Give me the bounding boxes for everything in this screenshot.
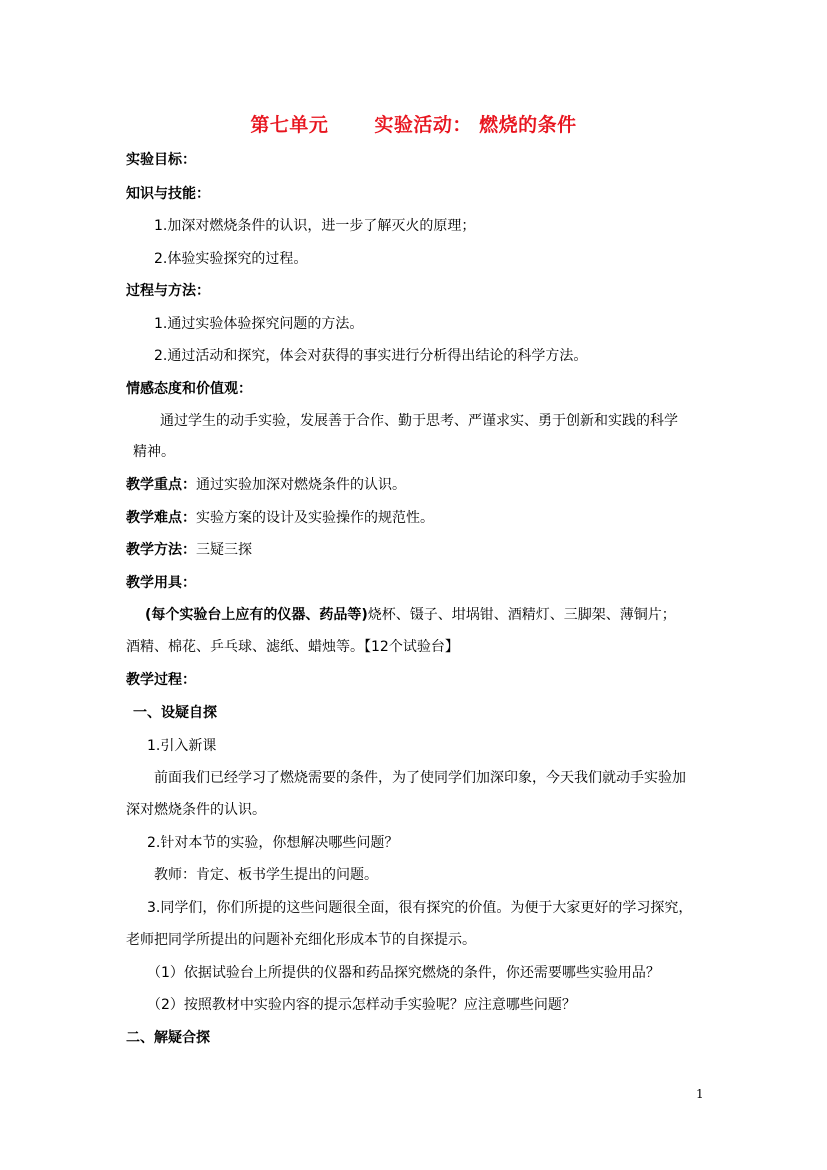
paragraph: 3.同学们，你们所提的这些问题很全面，很有探究的价值。为便于大家更好的学习探究，	[147, 900, 693, 916]
paragraph: 2.体验实验探究的过程。	[154, 251, 308, 267]
heading-process-method: 过程与方法：	[126, 283, 210, 299]
title-topic: 燃烧的条件	[479, 114, 577, 136]
label: 教学重点：	[126, 477, 196, 493]
paragraph: 教师：肯定、板书学生提出的问题。	[154, 867, 378, 883]
text: 烧杯、镊子、坩埚钳、酒精灯、三脚架、薄铜片；	[367, 607, 676, 623]
document-title	[0, 110, 827, 137]
paragraph: 老师把同学所提出的问题补充细化形成本节的自探提示。	[126, 932, 476, 948]
paragraph: 1.引入新课	[147, 738, 217, 754]
heading-teaching-tools: 教学用具：	[126, 575, 196, 591]
heading-attitude-values: 情感态度和价值观：	[126, 381, 252, 397]
title-activity: 实验活动：	[374, 114, 472, 136]
paragraph: 前面我们已经学习了燃烧需要的条件，为了使同学们加深印象，今天我们就动手实验加	[154, 770, 686, 786]
paragraph: （1）依据试验台上所提供的仪器和药品探究燃烧的条件，你还需要哪些实验用品？	[147, 965, 660, 981]
label: 教学方法：	[126, 542, 196, 558]
paragraph: 精神。	[133, 444, 175, 460]
label: 教学难点：	[126, 510, 196, 526]
value: 通过实验加深对燃烧条件的认识。	[196, 477, 406, 493]
page-number: 1	[696, 1087, 704, 1101]
section-heading-1: 一、设疑自探	[133, 705, 217, 721]
section-heading-2: 二、解疑合探	[126, 1030, 210, 1046]
paragraph: （2）按照教材中实验内容的提示怎样动手实验呢？应注意哪些问题？	[147, 997, 576, 1013]
teaching-difficulty	[126, 509, 434, 527]
teaching-key-point	[126, 476, 406, 494]
title-unit: 第七单元	[250, 114, 329, 136]
paragraph: 2.通过活动和探究，体会对获得的事实进行分析得出结论的科学方法。	[154, 348, 588, 364]
paragraph: 2.针对本节的实验，你想解决哪些问题？	[147, 835, 399, 851]
paragraph: 通过学生的动手实验，发展善于合作、勤于思考、严谨求实、勇于创新和实践的科学	[160, 413, 678, 429]
heading-objectives: 实验目标：	[126, 152, 196, 168]
value: 实验方案的设计及实验操作的规范性。	[196, 510, 434, 526]
paragraph: 酒精、棉花、乒乓球、滤纸、蜡烛等。【12个试验台】	[126, 639, 459, 655]
value: 三疑三探	[196, 542, 252, 558]
teaching-method	[126, 541, 252, 559]
paragraph	[145, 606, 676, 624]
heading-knowledge-skills: 知识与技能：	[126, 186, 210, 202]
paragraph: 1.通过实验体验探究问题的方法。	[154, 316, 364, 332]
paragraph: 1.加深对燃烧条件的认识，进一步了解灭火的原理；	[154, 218, 476, 234]
bold-text: (每个实验台上应有的仪器、药品等)	[145, 607, 368, 623]
heading-teaching-process: 教学过程：	[126, 672, 196, 688]
paragraph: 深对燃烧条件的认识。	[126, 802, 266, 818]
